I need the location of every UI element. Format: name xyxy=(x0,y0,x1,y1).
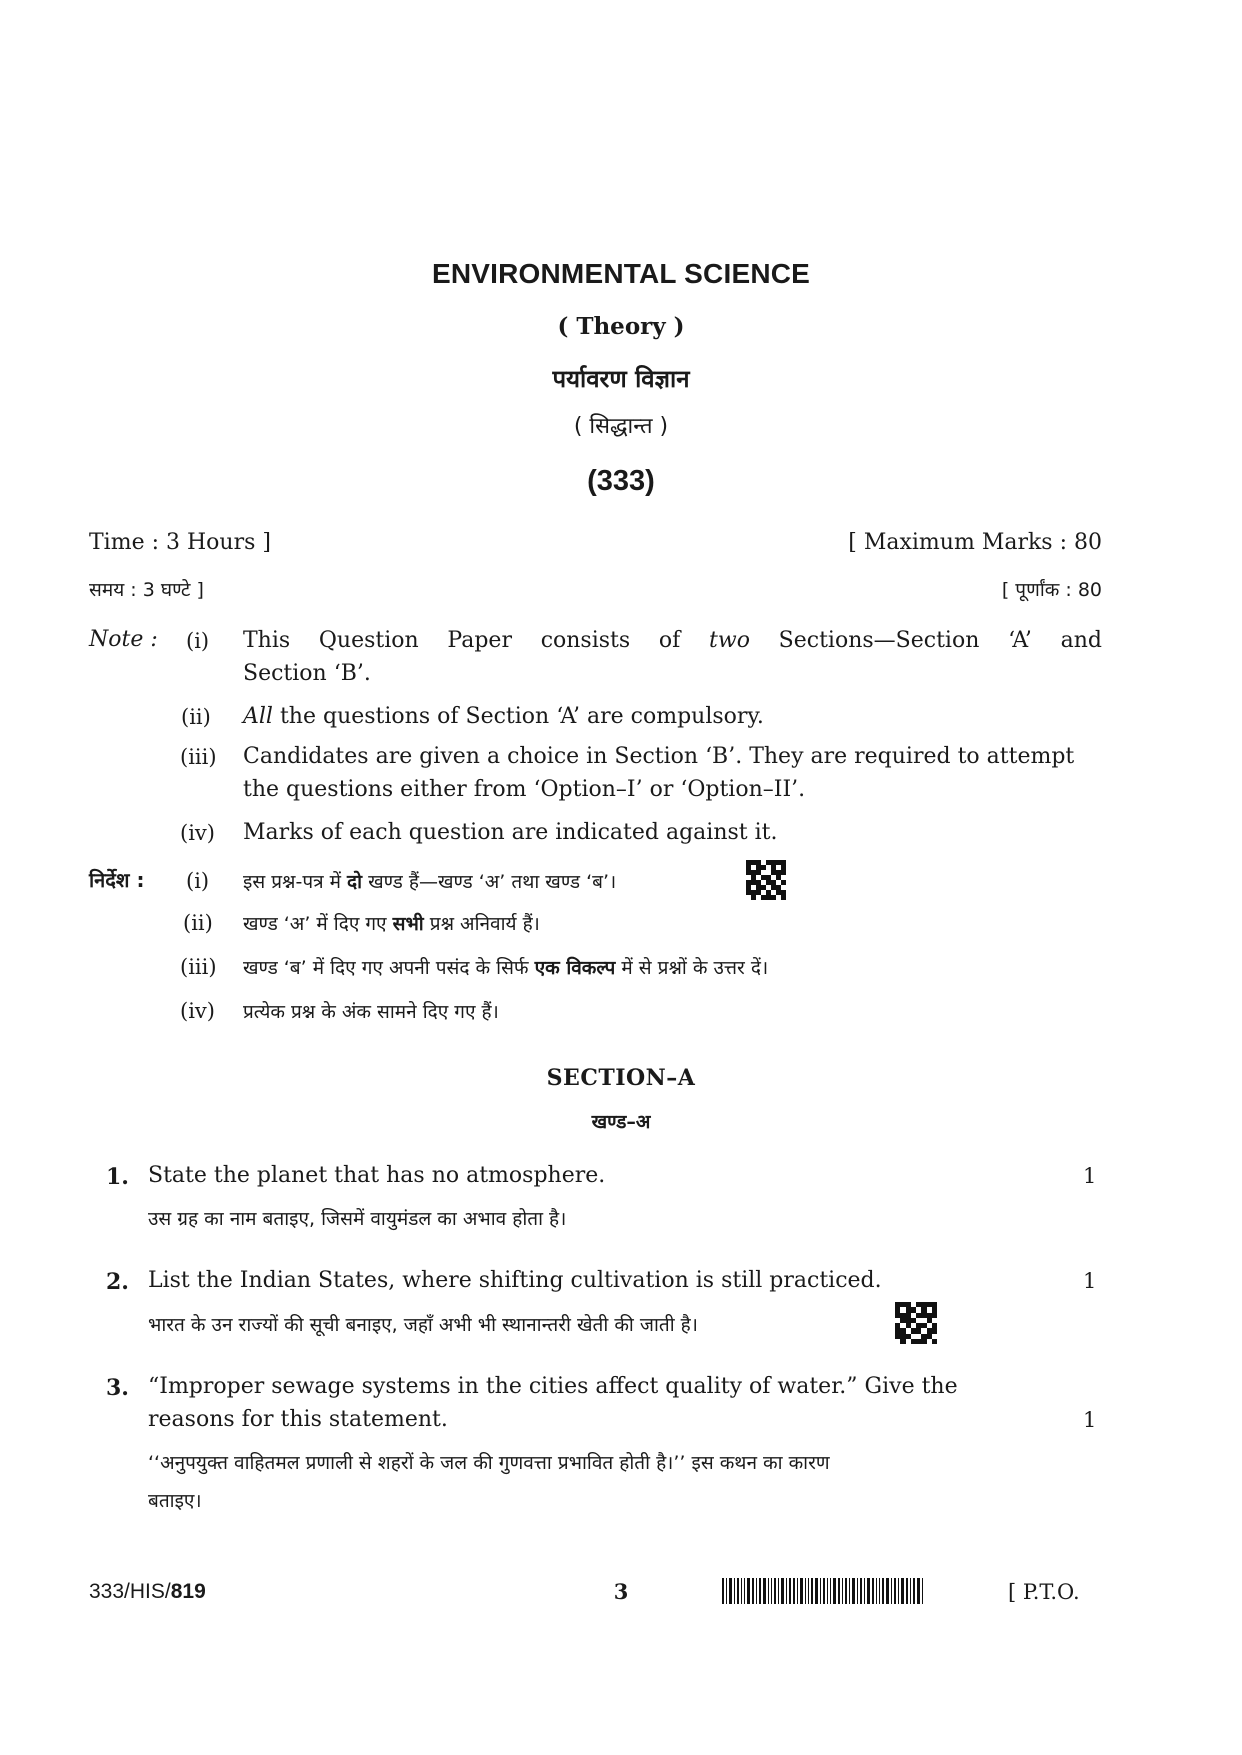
question-2-marks: 1 xyxy=(1083,1269,1097,1293)
section-hindi-title: खण्ड–अ xyxy=(591,1111,651,1133)
note-label: Note : xyxy=(89,627,158,652)
paper-type: ( Theory ) xyxy=(557,313,685,340)
subject-code: (333) xyxy=(587,465,655,497)
question-2-hindi: भारत के उन राज्यों की सूची बनाइए, जहाँ अभी भी स्थानान्तरी खेती की जाती है। xyxy=(148,1314,698,1336)
hindi-title: पर्यावरण विज्ञान xyxy=(552,365,690,393)
note-item-1-line-1: This Question Paper consists of two Sections—Section ‘A’ and xyxy=(243,628,1102,653)
pto-label: [ P.T.O. xyxy=(1008,1580,1080,1604)
question-2-english: List the Indian States, where shifting cultivation is still practiced. xyxy=(148,1268,882,1293)
question-1-english: State the planet that has no atmosphere. xyxy=(148,1163,606,1188)
question-3-english-line-2: reasons for this statement. xyxy=(148,1407,448,1432)
nirdesh-num-1: (i) xyxy=(186,869,210,893)
marks-hindi: [ पूर्णांक : 80 xyxy=(1001,579,1102,601)
question-3-hindi-line-2: बताइए। xyxy=(148,1490,202,1512)
question-1-number: 1. xyxy=(106,1164,129,1190)
time-english: Time : 3 Hours ] xyxy=(89,530,271,555)
hindi-subtitle: ( सिद्धान्त ) xyxy=(573,414,669,439)
nirdesh-num-4: (iv) xyxy=(180,999,215,1023)
question-3-number: 3. xyxy=(106,1375,129,1401)
nirdesh-item-1: इस प्रश्न-पत्र में दो खण्ड हैं—खण्ड ‘अ’ तथा खण्ड ‘ब’। xyxy=(243,871,617,893)
paper-title: ENVIRONMENTAL SCIENCE xyxy=(431,258,811,289)
question-3-hindi-line-1: ‘‘अनुपयुक्त वाहितमल प्रणाली से शहरों के जल की गुणवत्ता प्रभावित होती है।’’ इस कथन का कारण xyxy=(148,1452,830,1474)
time-hindi: समय : 3 घण्टे ] xyxy=(89,579,204,601)
qr-code-icon xyxy=(746,860,786,900)
nirdesh-label: निर्देश : xyxy=(89,868,145,892)
barcode-icon xyxy=(722,1578,994,1604)
note-item-2: All the questions of Section ‘A’ are compulsory. xyxy=(243,704,764,729)
note-item-3-line-1: Candidates are given a choice in Section ‘B’. They are required to attempt xyxy=(243,744,1075,769)
nirdesh-item-2: खण्ड ‘अ’ में दिए गए सभी प्रश्न अनिवार्य हैं। xyxy=(243,913,540,935)
marks-english: [ Maximum Marks : 80 xyxy=(848,530,1102,555)
section-title: SECTION–A xyxy=(546,1065,696,1091)
note-item-4: Marks of each question are indicated against it. xyxy=(243,820,778,845)
question-1-hindi: उस ग्रह का नाम बताइए, जिसमें वायुमंडल का अभाव होता है। xyxy=(148,1208,567,1230)
note-num-3: (iii) xyxy=(180,745,217,769)
note-num-1: (i) xyxy=(186,629,210,653)
question-3-marks: 1 xyxy=(1083,1408,1097,1432)
page-number: 3 xyxy=(613,1579,629,1604)
nirdesh-num-3: (iii) xyxy=(180,955,217,979)
footer-paper-code: 333/HIS/819 xyxy=(89,1580,206,1603)
note-item-1-line-2: Section ‘B’. xyxy=(243,661,371,686)
note-num-2: (ii) xyxy=(181,705,211,729)
qr-code-icon xyxy=(895,1302,937,1344)
question-1-marks: 1 xyxy=(1083,1164,1097,1188)
note-num-4: (iv) xyxy=(180,821,215,845)
nirdesh-num-2: (ii) xyxy=(183,911,213,935)
note-item-3-line-2: the questions either from ‘Option–I’ or ‘Option–II’. xyxy=(243,777,806,802)
question-3-english-line-1: “Improper sewage systems in the cities affect quality of water.” Give the xyxy=(148,1374,958,1399)
nirdesh-item-3: खण्ड ‘ब’ में दिए गए अपनी पसंद के सिर्फ एक विकल्प में से प्रश्नों के उत्तर दें। xyxy=(243,957,769,979)
question-2-number: 2. xyxy=(106,1269,129,1295)
nirdesh-item-4: प्रत्येक प्रश्न के अंक सामने दिए गए हैं। xyxy=(243,1001,499,1023)
